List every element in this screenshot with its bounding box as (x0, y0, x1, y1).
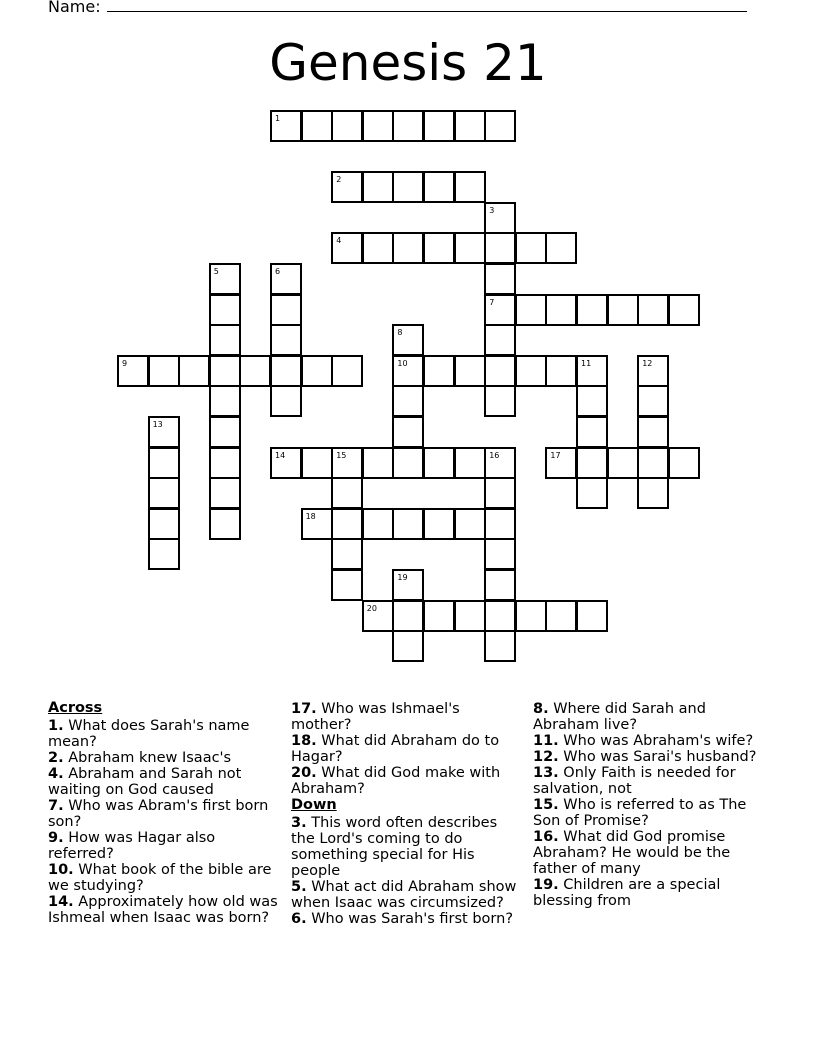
grid-cell[interactable] (270, 263, 302, 295)
clue-number: 1 (275, 114, 281, 123)
grid-cell[interactable] (301, 110, 333, 142)
clue-number: 6 (275, 267, 281, 276)
grid-cell[interactable] (637, 477, 669, 509)
grid-cell[interactable] (392, 355, 424, 387)
clue-number-label: 17. (291, 701, 317, 717)
down-clue (533, 829, 765, 877)
grid-cell[interactable] (484, 232, 516, 264)
grid-cell[interactable] (545, 294, 577, 326)
grid-cell[interactable] (270, 385, 302, 417)
grid-cell[interactable] (148, 477, 180, 509)
grid-cell[interactable] (576, 447, 608, 479)
name-label: Name: (48, 0, 101, 16)
across-clue (291, 765, 523, 797)
across-clue (48, 862, 280, 894)
grid-cell[interactable] (454, 447, 486, 479)
grid-cell[interactable] (484, 569, 516, 601)
clues-column-3 (533, 701, 765, 909)
grid-cell[interactable] (484, 508, 516, 540)
grid-cell[interactable] (148, 508, 180, 540)
grid-cell[interactable] (331, 171, 363, 203)
grid-cell[interactable] (331, 447, 363, 479)
grid-cell[interactable] (607, 447, 639, 479)
grid-cell[interactable] (423, 600, 455, 632)
grid-cell[interactable] (484, 630, 516, 662)
grid-cell[interactable] (637, 294, 669, 326)
clue-number-label: 12. (533, 749, 559, 765)
grid-cell[interactable] (545, 600, 577, 632)
clue-number-label: 4. (48, 766, 64, 782)
clue-number-label: 19. (533, 877, 559, 893)
grid-cell[interactable] (454, 600, 486, 632)
grid-cell[interactable] (392, 600, 424, 632)
grid-cell[interactable] (454, 110, 486, 142)
grid-cell[interactable] (576, 600, 608, 632)
grid-cell[interactable] (362, 508, 394, 540)
grid-cell[interactable] (362, 171, 394, 203)
grid-cell[interactable] (484, 202, 516, 234)
grid-cell[interactable] (515, 355, 547, 387)
grid-cell[interactable] (270, 447, 302, 479)
clue-number-label: 9. (48, 830, 64, 846)
across-clue (291, 733, 523, 765)
grid-cell[interactable] (423, 171, 455, 203)
clue-number-label: 14. (48, 894, 74, 910)
across-clue (48, 750, 280, 766)
grid-cell[interactable] (331, 110, 363, 142)
clue-text: Who was Sarai's husband? (558, 749, 757, 765)
clue-number: 11 (581, 358, 592, 368)
clue-number: 20 (366, 603, 377, 613)
clue-number: 4 (336, 236, 342, 246)
clue-number-label: 2. (48, 750, 64, 766)
down-clue (533, 749, 765, 765)
grid-cell[interactable] (515, 232, 547, 264)
grid-cell[interactable] (515, 600, 547, 632)
down-clue (533, 797, 765, 829)
clue-number: 7 (489, 297, 495, 307)
grid-cell[interactable] (270, 324, 302, 356)
grid-cell[interactable] (392, 171, 424, 203)
clue-text: Who was Ishmael's mother? (291, 701, 460, 733)
grid-cell[interactable] (392, 385, 424, 417)
down-clue (533, 701, 765, 733)
across-clue (48, 830, 280, 862)
clue-number: 14 (275, 450, 286, 460)
grid-cell[interactable] (392, 630, 424, 662)
clue-number-label: 11. (533, 733, 559, 749)
grid-cell[interactable] (576, 416, 608, 448)
clue-text: Who was Sarah's first born? (306, 911, 514, 927)
down-clue-list (291, 815, 523, 927)
grid-cell[interactable] (392, 508, 424, 540)
grid-cell[interactable] (209, 385, 241, 417)
grid-cell[interactable] (423, 232, 455, 264)
page-title: Genesis 21 (269, 34, 547, 92)
grid-cell[interactable] (392, 569, 424, 601)
grid-cell[interactable] (331, 538, 363, 570)
clue-text: This word often describes the Lord's coming to do something special for His people (291, 815, 498, 879)
grid-cell[interactable] (668, 447, 700, 479)
across-heading: Across (48, 700, 103, 716)
clue-number-label: 7. (48, 798, 64, 814)
clue-number-label: 13. (533, 765, 559, 781)
clue-number: 17 (550, 450, 561, 460)
name-field[interactable] (48, 0, 747, 16)
grid-cell[interactable] (454, 232, 486, 264)
clue-text: What did Abraham do to Hagar? (291, 733, 500, 765)
grid-cell[interactable] (148, 355, 180, 387)
clue-text: What does Sarah's name mean? (48, 718, 250, 750)
clue-text: Where did Sarah and Abraham live? (533, 701, 706, 733)
grid-cell[interactable] (423, 447, 455, 479)
clue-number-label: 6. (291, 911, 307, 927)
grid-cell[interactable] (331, 508, 363, 540)
grid-cell[interactable] (576, 355, 608, 387)
clue-number-label: 5. (291, 879, 307, 895)
across-clue (291, 701, 523, 733)
clue-text: Abraham and Sarah not waiting on God caused (48, 766, 242, 798)
clue-number-label: 10. (48, 862, 74, 878)
grid-cell[interactable] (362, 110, 394, 142)
across-clue (48, 766, 280, 798)
clue-number-label: 3. (291, 815, 307, 831)
grid-cell[interactable] (484, 477, 516, 509)
clue-text: Who is referred to as The Son of Promise? (533, 797, 747, 829)
clue-text: Approximately how old was Ishmeal when Isaac was born? (48, 894, 278, 926)
grid-cell[interactable] (484, 355, 516, 387)
clue-number: 2 (336, 175, 342, 185)
clue-number: 16 (489, 450, 500, 460)
clue-number: 15 (336, 450, 347, 460)
grid-cell[interactable] (239, 355, 271, 387)
grid-cell[interactable] (178, 355, 210, 387)
grid-cell[interactable] (301, 508, 333, 540)
grid-cell[interactable] (576, 477, 608, 509)
down-heading: Down (291, 797, 337, 813)
clue-text: How was Hagar also referred? (48, 830, 216, 862)
grid-cell[interactable] (392, 232, 424, 264)
across-clue (48, 718, 280, 750)
grid-cell[interactable] (484, 294, 516, 326)
grid-cell[interactable] (148, 447, 180, 479)
clue-number: 12 (642, 358, 653, 368)
clue-text: Who was Abram's first born son? (48, 798, 269, 830)
grid-cell[interactable] (209, 324, 241, 356)
grid-cell[interactable] (484, 538, 516, 570)
grid-cell[interactable] (484, 263, 516, 295)
grid-cell[interactable] (331, 477, 363, 509)
clue-number-label: 18. (291, 733, 317, 749)
grid-cell[interactable] (423, 110, 455, 142)
grid-cell[interactable] (392, 324, 424, 356)
grid-cell[interactable] (576, 294, 608, 326)
grid-cell[interactable] (331, 355, 363, 387)
grid-cell[interactable] (209, 263, 241, 295)
clues-column-2 (291, 701, 523, 927)
clue-number-label: 8. (533, 701, 549, 717)
clue-text: What act did Abraham show when Isaac was circumsized? (291, 879, 517, 911)
grid-cell[interactable] (637, 385, 669, 417)
grid-cell[interactable] (484, 110, 516, 142)
clue-number: 9 (122, 358, 128, 368)
grid-cell[interactable] (362, 447, 394, 479)
grid-cell[interactable] (331, 232, 363, 264)
down-clue-list-continued (533, 701, 765, 909)
clue-number: 3 (489, 205, 495, 215)
grid-cell[interactable] (331, 569, 363, 601)
grid-cell[interactable] (454, 508, 486, 540)
grid-cell[interactable] (209, 294, 241, 326)
grid-cell[interactable] (209, 447, 241, 479)
grid-cell[interactable] (576, 385, 608, 417)
across-clue (48, 798, 280, 830)
grid-cell[interactable] (209, 416, 241, 448)
clue-text: Only Faith is needed for salvation, not (533, 765, 736, 797)
clues-column-1 (48, 700, 280, 926)
grid-cell[interactable] (270, 355, 302, 387)
clue-text: What book of the bible are we studying? (48, 862, 272, 894)
clue-number: 19 (397, 573, 408, 582)
grid-cell[interactable] (484, 324, 516, 356)
grid-cell[interactable] (454, 355, 486, 387)
grid-cell[interactable] (484, 600, 516, 632)
grid-cell[interactable] (117, 355, 149, 387)
grid-cell[interactable] (362, 232, 394, 264)
grid-cell[interactable] (270, 294, 302, 326)
clue-number: 8 (397, 328, 403, 338)
grid-cell[interactable] (484, 385, 516, 417)
clue-text: What did God make with Abraham? (291, 765, 501, 797)
grid-cell[interactable] (423, 355, 455, 387)
grid-cell[interactable] (301, 355, 333, 387)
grid-cell[interactable] (484, 447, 516, 479)
down-clue (533, 877, 765, 909)
clue-number-label: 1. (48, 718, 64, 734)
grid-cell[interactable] (454, 171, 486, 203)
grid-cell[interactable] (209, 355, 241, 387)
grid-cell[interactable] (668, 294, 700, 326)
grid-cell[interactable] (209, 477, 241, 509)
clue-number: 10 (397, 358, 408, 368)
grid-cell[interactable] (545, 232, 577, 264)
grid-cell[interactable] (515, 294, 547, 326)
down-clue (291, 911, 523, 927)
clue-text: Who was Abraham's wife? (558, 733, 754, 749)
down-clue (291, 879, 523, 911)
grid-cell[interactable] (545, 447, 577, 479)
clue-text: Children are a special blessing from (533, 877, 721, 909)
clue-text: Abraham knew Isaac's (63, 750, 232, 766)
clue-number: 5 (213, 267, 219, 276)
grid-cell[interactable] (209, 508, 241, 540)
clue-text: What did God promise Abraham? He would be the father of many (533, 829, 731, 877)
across-clue-list (48, 718, 280, 926)
clue-number: 18 (305, 511, 316, 521)
clue-number-label: 20. (291, 765, 317, 781)
name-line-rule[interactable] (107, 0, 747, 12)
grid-cell[interactable] (301, 447, 333, 479)
grid-cell[interactable] (392, 447, 424, 479)
grid-cell[interactable] (637, 416, 669, 448)
grid-cell[interactable] (423, 508, 455, 540)
grid-cell[interactable] (392, 110, 424, 142)
clue-number-label: 15. (533, 797, 559, 813)
down-clue (533, 765, 765, 797)
across-clue-list-continued (291, 701, 523, 797)
grid-cell[interactable] (392, 416, 424, 448)
grid-cell[interactable] (148, 538, 180, 570)
across-clue (48, 894, 280, 926)
down-clue (291, 815, 523, 879)
down-clue (533, 733, 765, 749)
grid-cell[interactable] (545, 355, 577, 387)
grid-cell[interactable] (148, 416, 180, 448)
grid-cell[interactable] (270, 110, 302, 142)
clue-number-label: 16. (533, 829, 559, 845)
grid-cell[interactable] (607, 294, 639, 326)
grid-cell[interactable] (362, 600, 394, 632)
clue-number: 13 (152, 420, 163, 429)
grid-cell[interactable] (637, 447, 669, 479)
grid-cell[interactable] (637, 355, 669, 387)
